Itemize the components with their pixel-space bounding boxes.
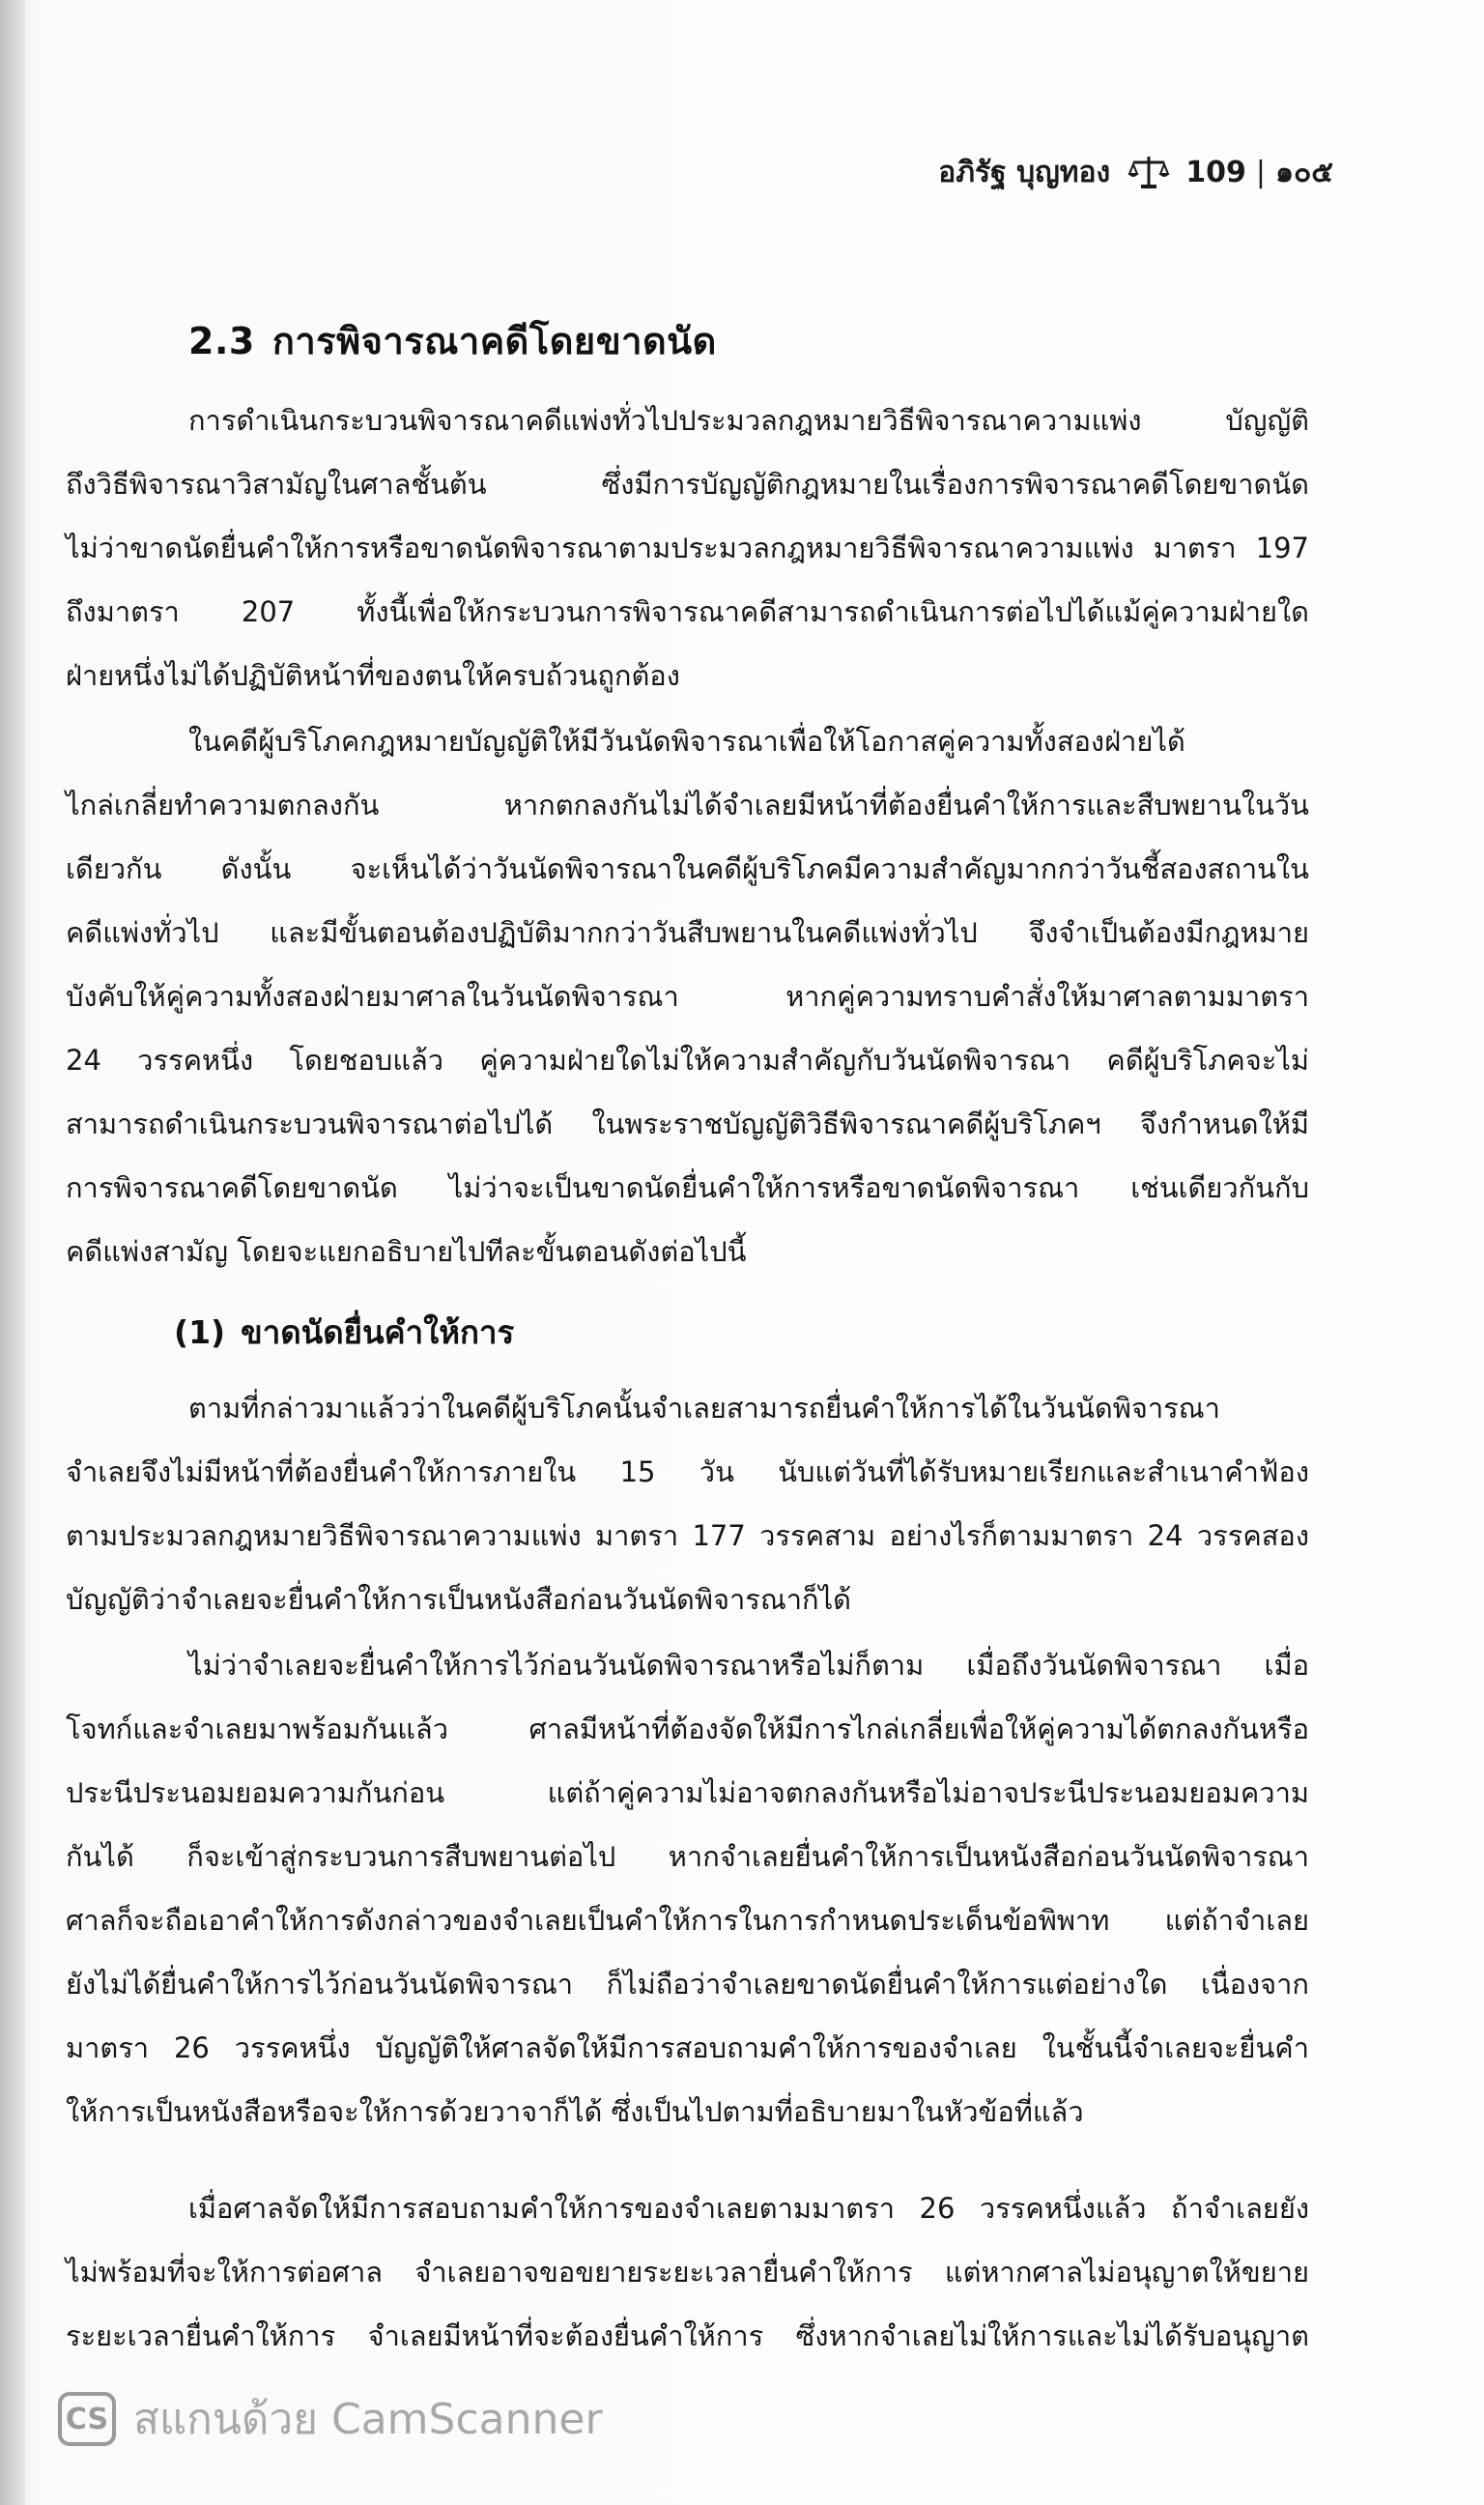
text-line: การพิจารณาคดีโดยขาดนัด ไม่ว่าจะเป็นขาดนัดยื่นคำให้การหรือขาดนัดพิจารณา เช่นเดียวกันกับ	[66, 1171, 1309, 1204]
text-line: ไม่พร้อมที่จะให้การต่อศาล จำเลยอาจขอขยายระยะเวลายื่นคำให้การ แต่หากศาลไม่อนุญาตให้ขยาย	[66, 2256, 1309, 2289]
text-line: ฝ่ายหนึ่งไม่ได้ปฏิบัติหน้าที่ของตนให้ครบถ้วนถูกต้อง	[66, 659, 680, 692]
section-number: 2.3	[188, 320, 255, 362]
text-line: ไม่ว่าขาดนัดยื่นคำให้การหรือขาดนัดพิจารณาตามประมวลกฎหมายวิธีพิจารณาความแพ่ง มาตรา 197	[66, 532, 1309, 564]
section-heading	[188, 311, 1348, 370]
text-line: บังคับให้คู่ความทั้งสองฝ่ายมาศาลในวันนัดพิจารณา หากคู่ความทราบคำสั่งให้มาศาลตามมาตรา	[66, 980, 1309, 1013]
text-line: ศาลก็จะถือเอาคำให้การดังกล่าวของจำเลยเป็นคำให้การในการกำหนดประเด็นข้อพิพาท แต่ถ้าจำเลย	[66, 1904, 1309, 1937]
camscanner-logo-icon: CS	[58, 2392, 116, 2446]
page-number-thai: ๑๐๕	[1274, 155, 1333, 189]
text-line: บัญญัติว่าจำเลยจะยื่นคำให้การเป็นหนังสือก่อนวันนัดพิจารณาก็ได้	[66, 1583, 852, 1616]
text-line: จำเลยจึงไม่มีหน้าที่ต้องยื่นคำให้การภายใน 15 วัน นับแต่วันที่ได้รับหมายเรียกและสำเนาคำฟ้อง	[66, 1455, 1309, 1488]
subsection-number: (1)	[174, 1313, 226, 1351]
text-line: 24 วรรคหนึ่ง โดยชอบแล้ว คู่ความฝ่ายใดไม่ให้ความสำคัญกับวันนัดพิจารณา คดีผู้บริโภคจะไม่	[66, 1044, 1309, 1077]
text-line: ถึงวิธีพิจารณาวิสามัญในศาลชั้นต้น ซึ่งมีการบัญญัติกฎหมายในเรื่องการพิจารณาคดีโดยขาดนัด	[66, 468, 1309, 501]
text-line: ให้การเป็นหนังสือหรือจะให้การด้วยวาจาก็ได้ ซึ่งเป็นไปตามที่อธิบายมาในหัวข้อที่แล้ว	[66, 2095, 1084, 2128]
text-line: มาตรา 26 วรรคหนึ่ง บัญญัติให้ศาลจัดให้มีการสอบถามคำให้การของจำเลย ในชั้นนี้จำเลยจะยื่นคำ	[66, 2031, 1309, 2064]
text-line: โจทก์และจำเลยมาพร้อมกันแล้ว ศาลมีหน้าที่ต้องจัดให้มีการไกล่เกลี่ยเพื่อให้คู่ความได้ตกลงกันหรือ	[66, 1713, 1309, 1745]
text-line: ไม่ว่าจำเลยจะยื่นคำให้การไว้ก่อนวันนัดพิจารณาหรือไม่ก็ตาม เมื่อถึงวันนัดพิจารณา เมื่อ	[188, 1649, 1309, 1682]
text-line: คดีแพ่งสามัญ โดยจะแยกอธิบายไปทีละขั้นตอนดังต่อไปนี้	[66, 1235, 747, 1268]
header-separator: |	[1255, 155, 1266, 189]
text-line: ระยะเวลายื่นคำให้การ จำเลยมีหน้าที่จะต้องยื่นคำให้การ ซึ่งหากจำเลยไม่ให้การและไม่ได้รับอนุญาต	[66, 2319, 1309, 2352]
text-line: กันได้ ก็จะเข้าสู่กระบวนการสืบพยานต่อไป หากจำเลยยื่นคำให้การเป็นหนังสือก่อนวันนัดพิจารณา	[66, 1840, 1309, 1873]
section-title: การพิจารณาคดีโดยขาดนัด	[271, 320, 717, 362]
watermark-text: สแกนด้วย CamScanner	[133, 2395, 603, 2444]
running-header	[908, 143, 1333, 201]
text-line: เมื่อศาลจัดให้มีการสอบถามคำให้การของจำเลยตามมาตรา 26 วรรคหนึ่งแล้ว ถ้าจำเลยยัง	[188, 2192, 1309, 2225]
text-line: ประนีประนอมยอมความกันก่อน แต่ถ้าคู่ความไม่อาจตกลงกันหรือไม่อาจประนีประนอมยอมความ	[66, 1776, 1309, 1809]
book-spine-shadow	[0, 0, 25, 2505]
text-line: คดีแพ่งทั่วไป และมีขั้นตอนต้องปฏิบัติมากกว่าวันสืบพยานในคดีแพ่งทั่วไป จึงจำเป็นต้องมีกฎหมาย	[66, 916, 1309, 949]
camscanner-watermark	[58, 2385, 603, 2453]
text-line: ไกล่เกลี่ยทำความตกลงกัน หากตกลงกันไม่ได้จำเลยมีหน้าที่ต้องยื่นคำให้การและสืบพยานในวัน	[66, 789, 1309, 821]
subsection-title: ขาดนัดยื่นคำให้การ	[241, 1313, 515, 1351]
text-line: การดำเนินกระบวนพิจารณาคดีแพ่งทั่วไปประมวลกฎหมายวิธีพิจารณาความแพ่ง บัญญัติ	[188, 404, 1309, 437]
header-author: อภิรัฐ บุญทอง	[938, 155, 1111, 189]
text-line: สามารถดำเนินกระบวนพิจารณาต่อไปได้ ในพระราชบัญญัติวิธีพิจารณาคดีผู้บริโภคฯ จึงกำหนดให้มี	[66, 1108, 1309, 1140]
text-line: ถึงมาตรา 207 ทั้งนี้เพื่อให้กระบวนการพิจารณาคดีสามารถดำเนินการต่อไปได้แม้คู่ความฝ่ายใด	[66, 595, 1309, 628]
text-line: เดียวกัน ดังนั้น จะเห็นได้ว่าวันนัดพิจารณาในคดีผู้บริโภคมีความสำคัญมากกว่าวันชี้สองสถานใน	[66, 852, 1309, 885]
text-line: ยังไม่ได้ยื่นคำให้การไว้ก่อนวันนัดพิจารณา ก็ไม่ถือว่าจำเลยขาดนัดยื่นคำให้การแต่อย่างใด เนื่องจาก	[66, 1968, 1309, 2001]
text-line: ในคดีผู้บริโภคกฎหมายบัญญัติให้มีวันนัดพิจารณาเพื่อให้โอกาสคู่ความทั้งสองฝ่ายได้	[188, 725, 1185, 758]
text-line: ตามประมวลกฎหมายวิธีพิจารณาความแพ่ง มาตรา 177 วรรคสาม อย่างไรก็ตามมาตรา 24 วรรคสอง	[66, 1519, 1309, 1552]
scales-of-justice-icon	[1127, 153, 1170, 191]
subsection-heading	[174, 1307, 1333, 1358]
page-number-arabic: 109	[1185, 155, 1246, 189]
text-line: ตามที่กล่าวมาแล้วว่าในคดีผู้บริโภคนั้นจำเลยสามารถยื่นคำให้การได้ในวันนัดพิจารณา	[188, 1392, 1220, 1425]
